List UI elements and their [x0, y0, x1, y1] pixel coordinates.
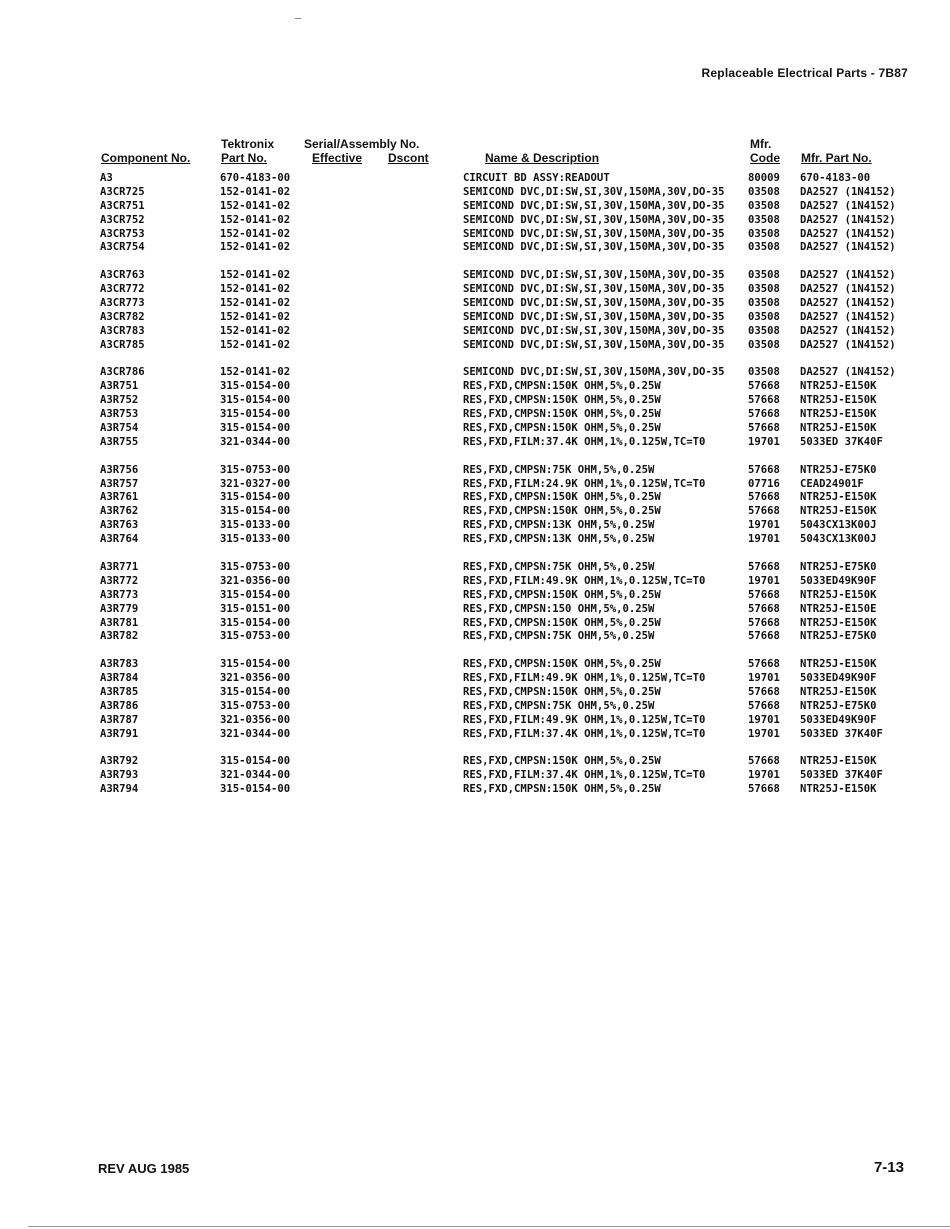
component-no: A3CR751	[100, 199, 145, 212]
tektronix-part-no: 152-0141-02	[220, 338, 291, 351]
mfr-part-no: NTR25J-E150K	[800, 658, 877, 671]
parts-list	[0, 172, 950, 797]
name-description: SEMICOND DVC,DI:SW,SI,30V,150MA,30V,DO-35	[463, 227, 725, 240]
name-description: RES,FXD,FILM:37.4K OHM,1%,0.125W,TC=T0	[463, 435, 706, 448]
name-description: RES,FXD,FILM:37.4K OHM,1%,0.125W,TC=T0	[463, 769, 706, 782]
tektronix-part-no: 315-0753-00	[220, 463, 291, 476]
tektronix-part-no: 315-0154-00	[220, 658, 291, 671]
group-spacer	[0, 742, 950, 756]
tektronix-part-no: 315-0154-00	[220, 755, 291, 768]
tektronix-part-no: 152-0141-02	[220, 185, 291, 198]
component-no: A3R763	[100, 519, 139, 532]
header-part-no: Part No.	[221, 151, 268, 165]
page-header: Replaceable Electrical Parts - 7B87	[701, 66, 908, 80]
tektronix-part-no: 321-0327-00	[220, 477, 291, 490]
header-component-no: Component No.	[101, 151, 191, 165]
group-spacer	[0, 450, 950, 464]
name-description: RES,FXD,CMPSN:150K OHM,5%,0.25W	[463, 491, 661, 504]
table-row	[0, 617, 950, 631]
table-row	[0, 269, 950, 283]
mfr-part-no: 5043CX13K00J	[800, 519, 877, 532]
name-description: RES,FXD,FILM:24.9K OHM,1%,0.125W,TC=T0	[463, 477, 706, 490]
name-description: SEMICOND DVC,DI:SW,SI,30V,150MA,30V,DO-35	[463, 310, 725, 323]
name-description: CIRCUIT BD ASSY:READOUT	[463, 172, 610, 184]
component-no: A3R764	[100, 533, 139, 546]
name-description: RES,FXD,CMPSN:150K OHM,5%,0.25W	[463, 658, 661, 671]
table-row	[0, 325, 950, 339]
tektronix-part-no: 321-0356-00	[220, 574, 291, 587]
tektronix-part-no: 152-0141-02	[220, 227, 291, 240]
group-spacer	[0, 255, 950, 269]
name-description: RES,FXD,CMPSN:75K OHM,5%,0.25W	[463, 463, 655, 476]
tektronix-part-no: 315-0753-00	[220, 630, 291, 643]
tektronix-part-no: 152-0141-02	[220, 297, 291, 310]
component-no: A3CR725	[100, 185, 145, 198]
table-row	[0, 700, 950, 714]
header-dscont: Dscont	[388, 151, 429, 165]
tektronix-part-no: 315-0151-00	[220, 602, 291, 615]
name-description: RES,FXD,CMPSN:75K OHM,5%,0.25W	[463, 630, 655, 643]
tektronix-part-no: 315-0154-00	[220, 783, 291, 796]
mfr-part-no: DA2527 (1N4152)	[800, 310, 896, 323]
name-description: SEMICOND DVC,DI:SW,SI,30V,150MA,30V,DO-35	[463, 283, 725, 296]
mfr-code: 03508	[748, 338, 780, 351]
table-row	[0, 630, 950, 644]
name-description: SEMICOND DVC,DI:SW,SI,30V,150MA,30V,DO-35	[463, 269, 725, 282]
mfr-code: 57668	[748, 685, 780, 698]
header-mfr-part-no: Mfr. Part No.	[801, 151, 872, 165]
tektronix-part-no: 321-0344-00	[220, 727, 291, 740]
name-description: RES,FXD,FILM:49.9K OHM,1%,0.125W,TC=T0	[463, 713, 706, 726]
mfr-code: 19701	[748, 713, 780, 726]
table-row	[0, 436, 950, 450]
mfr-code: 03508	[748, 213, 780, 226]
mfr-part-no: 5033ED 37K40F	[800, 769, 883, 782]
component-no: A3R779	[100, 602, 139, 615]
tektronix-part-no: 152-0141-02	[220, 213, 291, 226]
mfr-part-no: NTR25J-E150E	[800, 602, 877, 615]
mfr-code: 57668	[748, 491, 780, 504]
table-row	[0, 172, 950, 186]
table-row	[0, 339, 950, 353]
mfr-code: 57668	[748, 560, 780, 573]
header-mfr: Mfr.	[750, 137, 772, 151]
mfr-part-no: NTR25J-E150K	[800, 616, 877, 629]
mfr-part-no: NTR25J-E150K	[800, 505, 877, 518]
name-description: RES,FXD,CMPSN:150K OHM,5%,0.25W	[463, 380, 661, 393]
mfr-code: 19701	[748, 769, 780, 782]
component-no: A3R752	[100, 394, 139, 407]
tektronix-part-no: 315-0133-00	[220, 519, 291, 532]
tektronix-part-no: 315-0154-00	[220, 505, 291, 518]
mfr-part-no: 670-4183-00	[800, 172, 871, 184]
table-row	[0, 603, 950, 617]
table-row	[0, 366, 950, 380]
mfr-part-no: 5033ED49K90F	[800, 672, 877, 685]
mfr-code: 07716	[748, 477, 780, 490]
table-row	[0, 464, 950, 478]
mfr-part-no: DA2527 (1N4152)	[800, 283, 896, 296]
mfr-code: 03508	[748, 199, 780, 212]
component-no: A3R792	[100, 755, 139, 768]
name-description: RES,FXD,CMPSN:150 OHM,5%,0.25W	[463, 602, 655, 615]
scan-mark	[295, 18, 301, 19]
mfr-part-no: DA2527 (1N4152)	[800, 185, 896, 198]
tektronix-part-no: 315-0154-00	[220, 588, 291, 601]
name-description: RES,FXD,CMPSN:150K OHM,5%,0.25W	[463, 505, 661, 518]
table-row	[0, 505, 950, 519]
component-no: A3R756	[100, 463, 139, 476]
table-row	[0, 422, 950, 436]
component-no: A3CR754	[100, 241, 145, 254]
mfr-code: 57668	[748, 699, 780, 712]
name-description: RES,FXD,CMPSN:150K OHM,5%,0.25W	[463, 408, 661, 421]
name-description: RES,FXD,FILM:37.4K OHM,1%,0.125W,TC=T0	[463, 727, 706, 740]
mfr-code: 57668	[748, 380, 780, 393]
mfr-code: 03508	[748, 227, 780, 240]
component-no: A3R786	[100, 699, 139, 712]
mfr-code: 57668	[748, 588, 780, 601]
tektronix-part-no: 321-0356-00	[220, 713, 291, 726]
table-row	[0, 200, 950, 214]
mfr-code: 57668	[748, 658, 780, 671]
component-no: A3R785	[100, 685, 139, 698]
mfr-code: 19701	[748, 435, 780, 448]
mfr-code: 57668	[748, 422, 780, 435]
component-no: A3R781	[100, 616, 139, 629]
tektronix-part-no: 321-0344-00	[220, 769, 291, 782]
mfr-code: 03508	[748, 310, 780, 323]
mfr-part-no: NTR25J-E150K	[800, 685, 877, 698]
mfr-part-no: NTR25J-E150K	[800, 422, 877, 435]
header-mfr-code: Code	[750, 151, 780, 165]
mfr-code: 03508	[748, 324, 780, 337]
mfr-part-no: CEAD24901F	[800, 477, 864, 490]
table-row	[0, 283, 950, 297]
component-no: A3CR783	[100, 324, 145, 337]
mfr-code: 03508	[748, 297, 780, 310]
name-description: RES,FXD,CMPSN:13K OHM,5%,0.25W	[463, 533, 655, 546]
mfr-code: 19701	[748, 574, 780, 587]
table-row	[0, 186, 950, 200]
component-no: A3	[100, 172, 113, 184]
name-description: RES,FXD,CMPSN:150K OHM,5%,0.25W	[463, 394, 661, 407]
tektronix-part-no: 152-0141-02	[220, 283, 291, 296]
component-no: A3R772	[100, 574, 139, 587]
mfr-part-no: DA2527 (1N4152)	[800, 324, 896, 337]
table-row	[0, 728, 950, 742]
name-description: RES,FXD,CMPSN:150K OHM,5%,0.25W	[463, 783, 661, 796]
name-description: SEMICOND DVC,DI:SW,SI,30V,150MA,30V,DO-35	[463, 185, 725, 198]
name-description: SEMICOND DVC,DI:SW,SI,30V,150MA,30V,DO-35	[463, 241, 725, 254]
group-spacer	[0, 644, 950, 658]
mfr-code: 57668	[748, 408, 780, 421]
table-row	[0, 575, 950, 589]
mfr-part-no: 5033ED 37K40F	[800, 435, 883, 448]
tektronix-part-no: 152-0141-02	[220, 269, 291, 282]
component-no: A3R793	[100, 769, 139, 782]
name-description: SEMICOND DVC,DI:SW,SI,30V,150MA,30V,DO-35	[463, 297, 725, 310]
component-no: A3R757	[100, 477, 139, 490]
mfr-code: 57668	[748, 630, 780, 643]
table-row	[0, 658, 950, 672]
name-description: RES,FXD,CMPSN:150K OHM,5%,0.25W	[463, 685, 661, 698]
mfr-part-no: NTR25J-E150K	[800, 755, 877, 768]
name-description: SEMICOND DVC,DI:SW,SI,30V,150MA,30V,DO-35	[463, 338, 725, 351]
component-no: A3CR773	[100, 297, 145, 310]
component-no: A3R754	[100, 422, 139, 435]
mfr-part-no: NTR25J-E75K0	[800, 630, 877, 643]
group-spacer	[0, 353, 950, 367]
tektronix-part-no: 315-0154-00	[220, 422, 291, 435]
component-no: A3R761	[100, 491, 139, 504]
name-description: RES,FXD,CMPSN:75K OHM,5%,0.25W	[463, 699, 655, 712]
component-no: A3R755	[100, 435, 139, 448]
mfr-code: 03508	[748, 269, 780, 282]
mfr-part-no: NTR25J-E75K0	[800, 560, 877, 573]
tektronix-part-no: 315-0154-00	[220, 616, 291, 629]
table-row	[0, 241, 950, 255]
page-number: 7-13	[873, 1159, 904, 1176]
mfr-part-no: DA2527 (1N4152)	[800, 338, 896, 351]
table-row	[0, 408, 950, 422]
mfr-code: 03508	[748, 366, 780, 379]
name-description: SEMICOND DVC,DI:SW,SI,30V,150MA,30V,DO-35	[463, 213, 725, 226]
mfr-code: 19701	[748, 727, 780, 740]
table-row	[0, 394, 950, 408]
component-no: A3CR753	[100, 227, 145, 240]
table-row	[0, 769, 950, 783]
mfr-part-no: 5033ED 37K40F	[800, 727, 883, 740]
component-no: A3R773	[100, 588, 139, 601]
mfr-code: 03508	[748, 185, 780, 198]
tektronix-part-no: 152-0141-02	[220, 310, 291, 323]
table-row	[0, 589, 950, 603]
revision-date: REV AUG 1985	[98, 1161, 190, 1176]
header-serial-assembly: Serial/Assembly No.	[304, 137, 420, 151]
component-no: A3CR772	[100, 283, 145, 296]
name-description: RES,FXD,CMPSN:150K OHM,5%,0.25W	[463, 755, 661, 768]
table-row	[0, 672, 950, 686]
mfr-part-no: NTR25J-E75K0	[800, 463, 877, 476]
mfr-part-no: DA2527 (1N4152)	[800, 227, 896, 240]
mfr-code: 57668	[748, 616, 780, 629]
name-description: RES,FXD,CMPSN:150K OHM,5%,0.25W	[463, 422, 661, 435]
component-no: A3R762	[100, 505, 139, 518]
tektronix-part-no: 315-0154-00	[220, 408, 291, 421]
tektronix-part-no: 321-0344-00	[220, 435, 291, 448]
mfr-part-no: NTR25J-E150K	[800, 491, 877, 504]
mfr-code: 57668	[748, 602, 780, 615]
component-no: A3R751	[100, 380, 139, 393]
name-description: RES,FXD,CMPSN:75K OHM,5%,0.25W	[463, 560, 655, 573]
table-row	[0, 491, 950, 505]
mfr-part-no: 5033ED49K90F	[800, 713, 877, 726]
mfr-part-no: DA2527 (1N4152)	[800, 366, 896, 379]
mfr-part-no: NTR25J-E150K	[800, 408, 877, 421]
tektronix-part-no: 152-0141-02	[220, 324, 291, 337]
table-row	[0, 380, 950, 394]
component-no: A3CR782	[100, 310, 145, 323]
tektronix-part-no: 315-0154-00	[220, 491, 291, 504]
name-description: RES,FXD,FILM:49.9K OHM,1%,0.125W,TC=T0	[463, 672, 706, 685]
mfr-part-no: 5033ED49K90F	[800, 574, 877, 587]
mfr-code: 03508	[748, 283, 780, 296]
mfr-code: 57668	[748, 505, 780, 518]
component-no: A3R794	[100, 783, 139, 796]
mfr-part-no: DA2527 (1N4152)	[800, 199, 896, 212]
mfr-code: 57668	[748, 783, 780, 796]
component-no: A3CR763	[100, 269, 145, 282]
component-no: A3R782	[100, 630, 139, 643]
tektronix-part-no: 315-0154-00	[220, 380, 291, 393]
table-row	[0, 519, 950, 533]
component-no: A3CR786	[100, 366, 145, 379]
name-description: SEMICOND DVC,DI:SW,SI,30V,150MA,30V,DO-35	[463, 324, 725, 337]
component-no: A3R783	[100, 658, 139, 671]
mfr-part-no: DA2527 (1N4152)	[800, 213, 896, 226]
mfr-code: 57668	[748, 394, 780, 407]
mfr-code: 80009	[748, 172, 780, 184]
table-row	[0, 686, 950, 700]
mfr-part-no: DA2527 (1N4152)	[800, 297, 896, 310]
bottom-rule	[28, 1226, 950, 1227]
tektronix-part-no: 315-0133-00	[220, 533, 291, 546]
component-no: A3CR752	[100, 213, 145, 226]
table-row	[0, 228, 950, 242]
tektronix-part-no: 152-0141-02	[220, 199, 291, 212]
column-headers	[0, 137, 950, 167]
table-row	[0, 714, 950, 728]
tektronix-part-no: 321-0356-00	[220, 672, 291, 685]
mfr-code: 03508	[748, 241, 780, 254]
mfr-code: 19701	[748, 519, 780, 532]
mfr-part-no: DA2527 (1N4152)	[800, 269, 896, 282]
name-description: RES,FXD,CMPSN:150K OHM,5%,0.25W	[463, 588, 661, 601]
name-description: RES,FXD,CMPSN:13K OHM,5%,0.25W	[463, 519, 655, 532]
tektronix-part-no: 670-4183-00	[220, 172, 291, 184]
name-description: RES,FXD,FILM:49.9K OHM,1%,0.125W,TC=T0	[463, 574, 706, 587]
name-description: RES,FXD,CMPSN:150K OHM,5%,0.25W	[463, 616, 661, 629]
mfr-part-no: NTR25J-E150K	[800, 588, 877, 601]
tektronix-part-no: 315-0154-00	[220, 685, 291, 698]
table-row	[0, 783, 950, 797]
tektronix-part-no: 152-0141-02	[220, 241, 291, 254]
component-no: A3CR785	[100, 338, 145, 351]
table-row	[0, 755, 950, 769]
mfr-part-no: NTR25J-E75K0	[800, 699, 877, 712]
table-row	[0, 561, 950, 575]
mfr-code: 19701	[748, 672, 780, 685]
mfr-code: 57668	[748, 755, 780, 768]
mfr-part-no: NTR25J-E150K	[800, 380, 877, 393]
name-description: SEMICOND DVC,DI:SW,SI,30V,150MA,30V,DO-35	[463, 366, 725, 379]
mfr-code: 19701	[748, 533, 780, 546]
table-row	[0, 297, 950, 311]
header-effective: Effective	[312, 151, 363, 165]
component-no: A3R791	[100, 727, 139, 740]
tektronix-part-no: 152-0141-02	[220, 366, 291, 379]
mfr-part-no: 5043CX13K00J	[800, 533, 877, 546]
mfr-part-no: NTR25J-E150K	[800, 783, 877, 796]
table-row	[0, 478, 950, 492]
component-no: A3R753	[100, 408, 139, 421]
header-name-description: Name & Description	[485, 151, 600, 165]
component-no: A3R771	[100, 560, 139, 573]
table-row	[0, 311, 950, 325]
tektronix-part-no: 315-0753-00	[220, 699, 291, 712]
tektronix-part-no: 315-0753-00	[220, 560, 291, 573]
table-row	[0, 214, 950, 228]
group-spacer	[0, 547, 950, 561]
header-tektronix: Tektronix	[221, 137, 275, 151]
tektronix-part-no: 315-0154-00	[220, 394, 291, 407]
mfr-part-no: NTR25J-E150K	[800, 394, 877, 407]
mfr-code: 57668	[748, 463, 780, 476]
name-description: SEMICOND DVC,DI:SW,SI,30V,150MA,30V,DO-35	[463, 199, 725, 212]
component-no: A3R784	[100, 672, 139, 685]
table-row	[0, 533, 950, 547]
component-no: A3R787	[100, 713, 139, 726]
mfr-part-no: DA2527 (1N4152)	[800, 241, 896, 254]
